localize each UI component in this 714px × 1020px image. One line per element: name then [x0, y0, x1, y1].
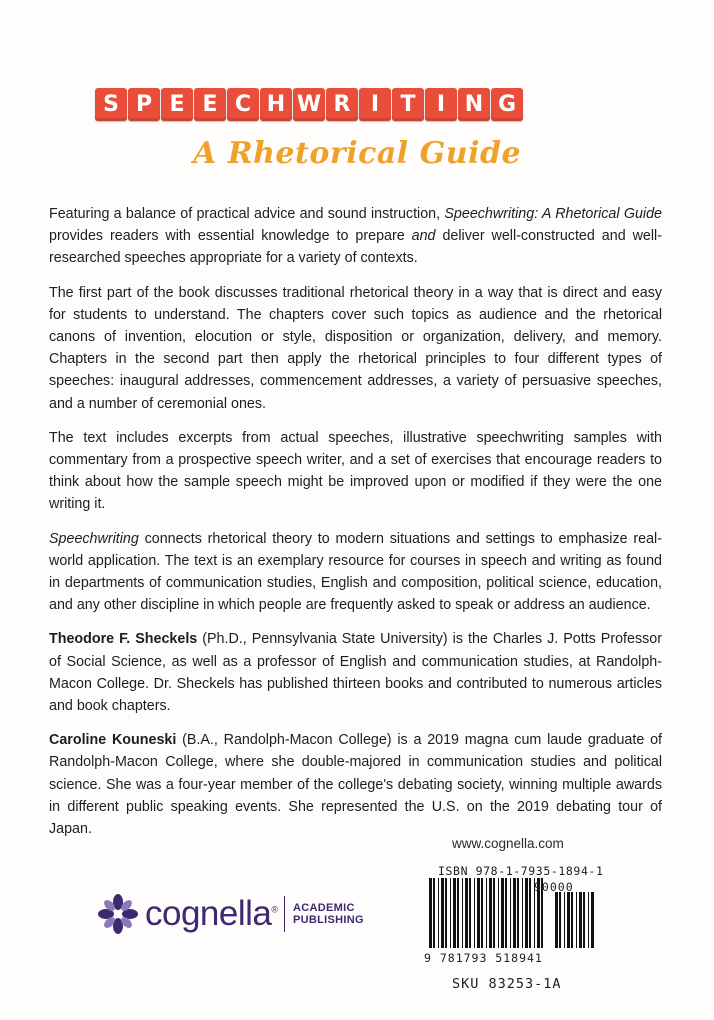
title-letter-tile: G [491, 88, 523, 121]
title-letter-tile: I [425, 88, 457, 121]
logo-divider [284, 896, 286, 932]
barcode-bar [576, 892, 577, 948]
barcode-bar [505, 878, 507, 948]
description-body [49, 203, 662, 852]
book-title-italic: Speechwriting: A Rhetorical Guide [444, 206, 662, 222]
barcode-bar [445, 878, 447, 948]
logo-wordmark [145, 894, 278, 934]
author-credentials: (Ph.D., Pennsylvania State University) [197, 631, 448, 648]
title-letter-tile: I [359, 88, 391, 121]
barcode-bar [457, 878, 459, 948]
barcode-bar [438, 878, 439, 948]
sku-label: SKU 83253-1A [452, 976, 562, 992]
barcode-bar [453, 878, 456, 948]
author-credentials: (B.A., Randolph-Macon College) [176, 732, 392, 749]
logo-line-1: ACADEMIC [293, 902, 355, 914]
barcode-bar [462, 878, 463, 948]
title-letter-tile: S [95, 88, 127, 121]
barcode-bar [571, 892, 573, 948]
barcode-bar [513, 878, 516, 948]
paragraph-intro [49, 203, 662, 270]
publisher-website: www.cognella.com [452, 836, 564, 851]
barcode-bar [474, 878, 475, 948]
barcode-bar [501, 878, 504, 948]
barcode-bar [465, 878, 468, 948]
barcode-bar [510, 878, 511, 948]
text-span: Featuring a balance of practical advice and sound instruction, [49, 206, 445, 222]
isbn-label: ISBN 978-1-7935-1894-1 [438, 864, 604, 878]
barcode-bar [588, 892, 589, 948]
emphasis-italic: and [411, 228, 436, 245]
barcode-bar [498, 878, 499, 948]
title-letter-tile: T [392, 88, 424, 121]
title-letter-tile: N [458, 88, 490, 121]
barcode-bar [559, 892, 561, 948]
text-span: connects rhetorical theory to modern situations and settings to emphasize real-world application. The text is an exemplary resource for courses in speech and writing as found in departments of communication studies, English and composition, political science, education, and any other discipline in which people are frequently asked to speak or address an audience. [49, 530, 662, 614]
barcode-bar [481, 878, 483, 948]
barcode-bar [441, 878, 444, 948]
logo-line-2: PUBLISHING [293, 914, 364, 926]
author-name: Theodore F. Sheckels [49, 631, 198, 648]
barcode-bar [525, 878, 528, 948]
author-bio-sheckels [49, 628, 662, 717]
barcode-bar [555, 892, 558, 948]
barcode-bar [579, 892, 582, 948]
book-title-italic: Speechwriting [49, 530, 139, 547]
addon-number: 90000 [534, 880, 574, 894]
title-letter-tile: W [293, 88, 325, 121]
text-span: deliver well-constructed and well-researched speeches appropriate for a variety of contexts. [49, 228, 662, 267]
barcode-bar [486, 878, 487, 948]
barcode-bar [529, 878, 531, 948]
author-name: Caroline Kouneski [49, 732, 177, 749]
title-letter-tile: P [128, 88, 160, 121]
barcode-bar [469, 878, 471, 948]
cognella-flower-icon [97, 893, 139, 935]
logo-subtitle [293, 902, 364, 926]
title-letter-tile: E [194, 88, 226, 121]
barcode-bar [433, 878, 435, 948]
barcode-bar [489, 878, 492, 948]
barcode-bar [567, 892, 570, 948]
paragraph-application [49, 528, 662, 617]
title-letter-tile: C [227, 88, 259, 121]
barcode-bar [583, 892, 585, 948]
barcode-bar [517, 878, 519, 948]
title-letter-tile: E [161, 88, 193, 121]
text-span: provides readers with essential knowledge to prepare [49, 228, 412, 245]
title-letter-tile: H [260, 88, 292, 121]
barcode-bar [522, 878, 523, 948]
barcode-bar [429, 878, 432, 948]
barcode-bar [450, 878, 451, 948]
barcode-bar [591, 892, 594, 948]
title-letter-tile: R [326, 88, 358, 121]
cognella-logo [97, 893, 364, 935]
barcode-bar [564, 892, 565, 948]
title-tiles [95, 88, 523, 121]
subtitle: A Rhetorical Guide [192, 136, 522, 171]
paragraph-features: The text includes excerpts from actual speeches, illustrative speechwriting samples with commentary from a prospective speech writer, and a set of exercises that encourage readers to think about how the sample speech might be improved upon or modified if they were the one writing it. [49, 429, 662, 513]
barcode-digits: 9 781793 518941 [424, 951, 543, 965]
barcode-bar [493, 878, 495, 948]
logo-wordmark-text: cognella [145, 894, 272, 933]
author-bio-kouneski [49, 729, 662, 840]
text-span: is a 2019 magna cum laude graduate of Randolph-Macon College, where she double-majored in communication studies and political science. She was a four-year member of the college's debating society, winning multiple awards in different public speaking events. She represented the U.S. on the 2019 debating tour of Japan. [49, 732, 662, 838]
paragraph-structure: The first part of the book discusses traditional rhetorical theory in a way that is direct and easy for students to understand. The chapters cover such topics as audience and the rhetorical canons of invention, elocution or style, disposition or organization, delivery, and memory. Chapters in the second part then apply the rhetorical principles to four different types of speeches: inaugural addresses, commencement addresses, a variety of persuasive speeches, and a number of ceremonial ones. [49, 284, 662, 412]
barcode-bar [477, 878, 480, 948]
text-span: is the Charles J. Potts Professor of Social Science, as well as a professor of English and communication studies, at Randolph-Macon College. Dr. Sheckels has published thirteen books and contributed to numerous articles and book chapters. [49, 631, 662, 715]
registered-mark: ® [271, 904, 278, 915]
